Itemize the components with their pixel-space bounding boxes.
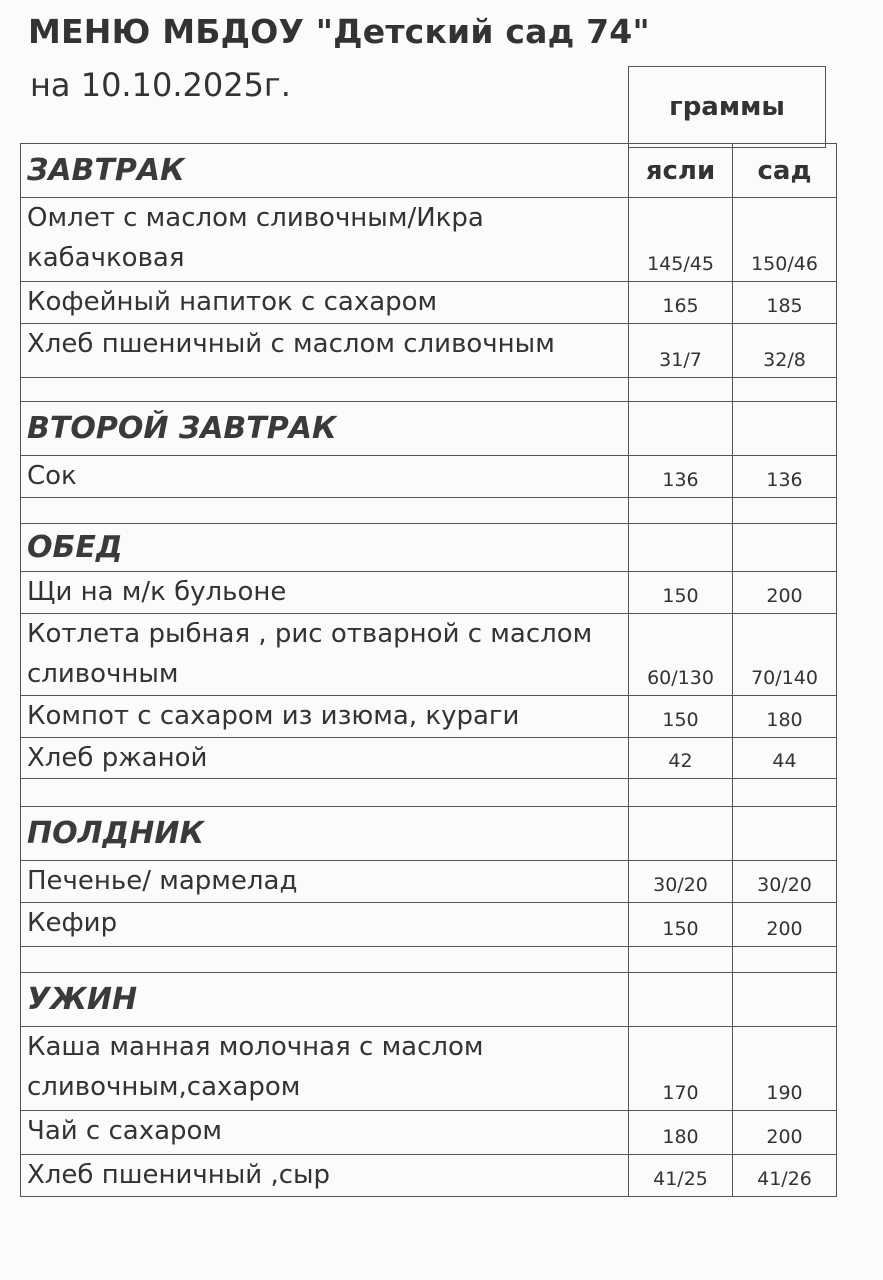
dish-name: Кофейный напиток с сахаром [21,282,629,324]
garden-grams: 70/140 [733,614,837,696]
menu-date: на 10.10.2025г. [30,66,291,104]
garden-grams: 200 [733,903,837,947]
table-row [21,614,837,696]
nursery-grams: 41/25 [629,1155,733,1197]
empty-cell [629,807,733,861]
garden-grams: 180 [733,696,837,738]
section-title: ПОЛДНИК [21,807,629,861]
table-row [21,738,837,779]
garden-grams: 150/46 [733,198,837,282]
garden-grams: 32/8 [733,324,837,378]
table-row [21,1111,837,1155]
garden-grams: 44 [733,738,837,779]
nursery-grams: 150 [629,903,733,947]
menu-table-body [21,144,837,1197]
nursery-grams: 150 [629,696,733,738]
garden-grams: 136 [733,456,837,498]
dish-name: Котлета рыбная , рис отварной с маслом сливочным [21,614,629,696]
garden-grams: 200 [733,1111,837,1155]
empty-cell [629,973,733,1027]
nursery-grams: 31/7 [629,324,733,378]
nursery-grams: 165 [629,282,733,324]
empty-cell [629,402,733,456]
dish-name: Щи на м/к бульоне [21,572,629,614]
dish-name: Хлеб ржаной [21,738,629,779]
section-title: УЖИН [21,973,629,1027]
dish-name: Печенье/ мармелад [21,861,629,903]
spacer-row [21,498,837,524]
section-row [21,973,837,1027]
garden-grams: 185 [733,282,837,324]
empty-cell [21,378,629,402]
empty-cell [21,947,629,973]
nursery-grams: 42 [629,738,733,779]
table-row [21,198,837,282]
dish-name: Чай с сахаром [21,1111,629,1155]
menu-table [20,143,837,1197]
dish-name: Сок [21,456,629,498]
section-title: ОБЕД [21,524,629,572]
nursery-grams: 60/130 [629,614,733,696]
page-title: МЕНЮ МБДОУ "Детский сад 74" [28,12,650,51]
empty-cell [733,402,837,456]
nursery-grams: 180 [629,1111,733,1155]
empty-cell [629,498,733,524]
table-row [21,861,837,903]
column-header-garden: сад [733,144,837,198]
section-row [21,524,837,572]
section-row [21,402,837,456]
nursery-grams: 170 [629,1027,733,1111]
empty-cell [733,947,837,973]
spacer-row [21,779,837,807]
dish-name: Омлет с маслом сливочным/Икра кабачковая [21,198,629,282]
table-row [21,282,837,324]
dish-name: Компот с сахаром из изюма, кураги [21,696,629,738]
empty-cell [629,524,733,572]
empty-cell [21,779,629,807]
section-row [21,144,837,198]
empty-cell [733,524,837,572]
dish-name: Каша манная молочная с маслом сливочным,сахаром [21,1027,629,1111]
empty-cell [629,947,733,973]
dish-name: Хлеб пшеничный с маслом сливочным [21,324,629,378]
table-row [21,1027,837,1111]
table-row [21,1155,837,1197]
nursery-grams: 145/45 [629,198,733,282]
nursery-grams: 150 [629,572,733,614]
column-header-nursery: ясли [629,144,733,198]
grams-header: граммы [628,66,826,148]
empty-cell [733,779,837,807]
dish-name: Кефир [21,903,629,947]
garden-grams: 30/20 [733,861,837,903]
garden-grams: 41/26 [733,1155,837,1197]
table-row [21,903,837,947]
section-title: ЗАВТРАК [21,144,629,198]
empty-cell [733,378,837,402]
empty-cell [733,498,837,524]
table-row [21,456,837,498]
table-row [21,324,837,378]
empty-cell [629,779,733,807]
empty-cell [21,498,629,524]
garden-grams: 190 [733,1027,837,1111]
section-title: ВТОРОЙ ЗАВТРАК [21,402,629,456]
garden-grams: 200 [733,572,837,614]
empty-cell [733,807,837,861]
spacer-row [21,947,837,973]
empty-cell [733,973,837,1027]
table-row [21,572,837,614]
dish-name: Хлеб пшеничный ,сыр [21,1155,629,1197]
empty-cell [629,378,733,402]
section-row [21,807,837,861]
spacer-row [21,378,837,402]
table-row [21,696,837,738]
nursery-grams: 136 [629,456,733,498]
nursery-grams: 30/20 [629,861,733,903]
